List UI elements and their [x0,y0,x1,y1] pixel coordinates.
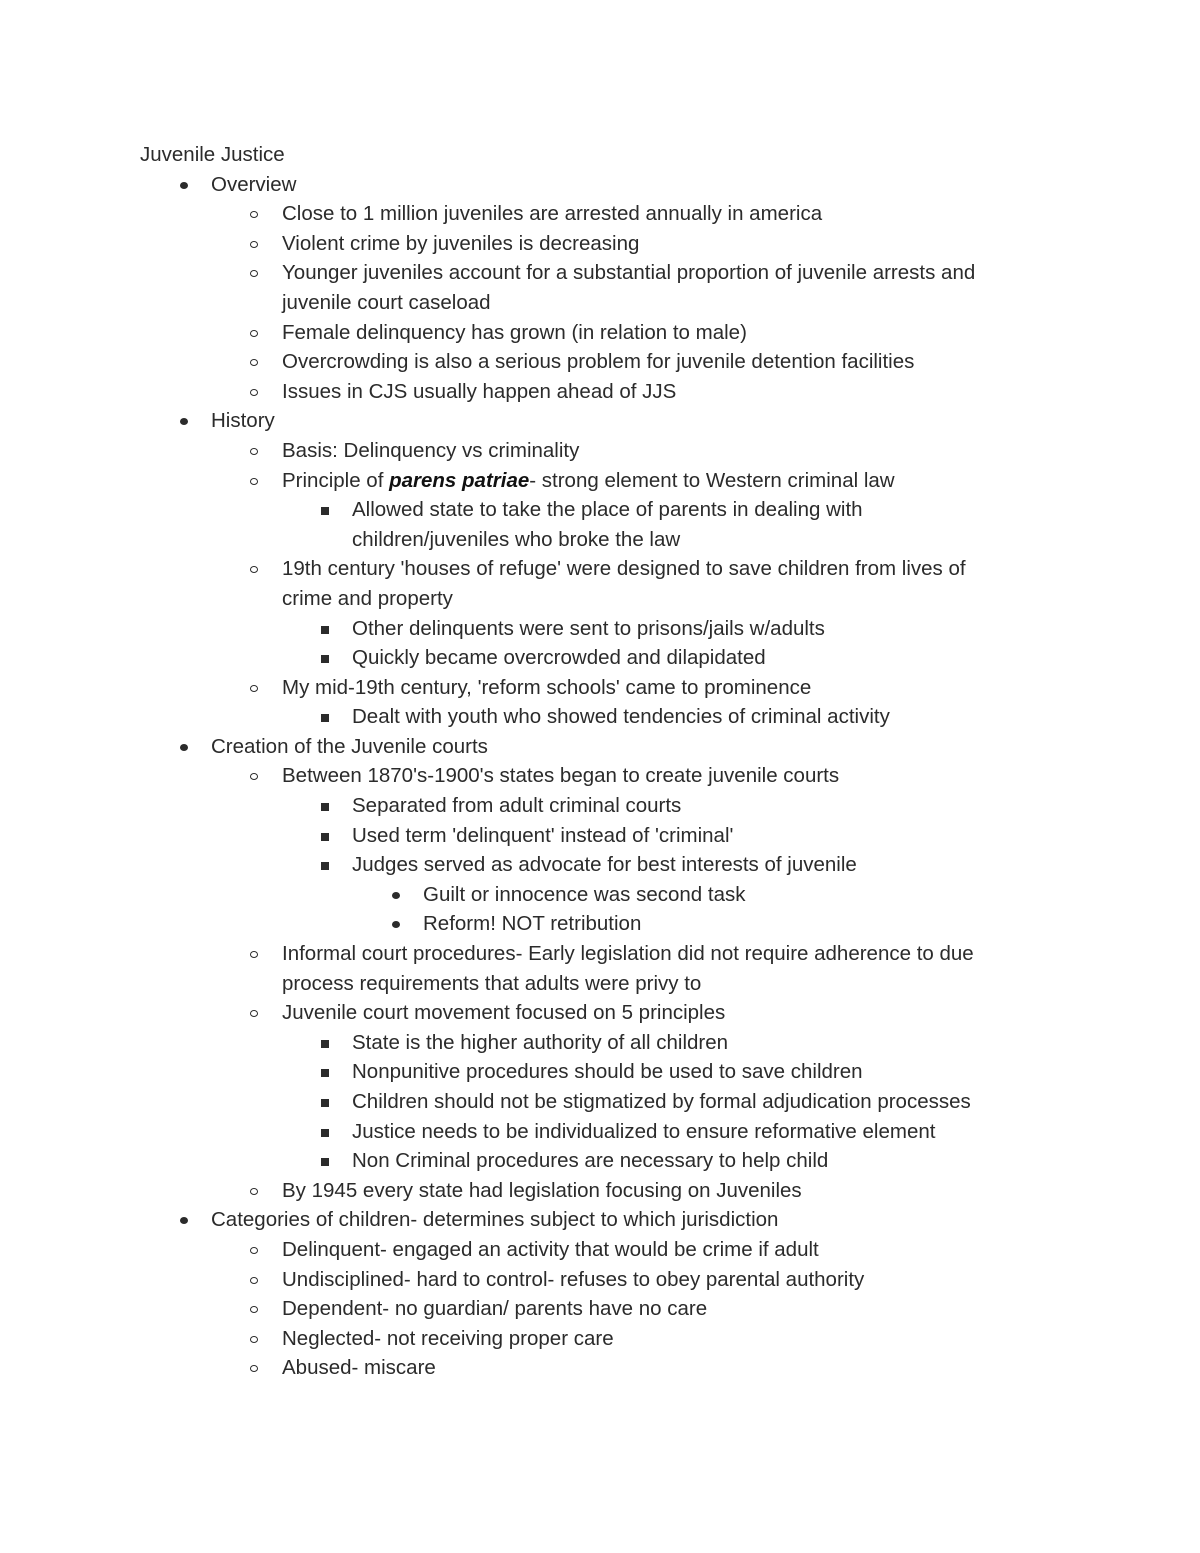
list-item [140,909,1040,939]
square-bullet-icon [317,643,337,673]
document-title: Juvenile Justice [140,143,285,166]
list-item-text: Juvenile court movement focused on 5 principles [282,1001,726,1025]
list-item-text: Violent crime by juveniles is decreasing [282,231,640,255]
list-item-text: Reform! NOT retribution [423,912,642,936]
list-item-text: Overview [211,172,297,196]
disc-bullet-icon [388,880,408,910]
list-item [140,880,1040,910]
circle-bullet-icon [246,1353,266,1383]
disc-bullet-icon [388,909,408,939]
list-item [140,998,1040,1028]
list-item-text: Informal court procedures- Early legislation did not require adherence to due [282,942,974,966]
disc-bullet-icon [176,1205,196,1235]
list-item-text: Dependent- no guardian/ parents have no care [282,1297,708,1321]
list-item-text: My mid-19th century, 'reform schools' came to prominence [282,675,812,699]
square-bullet-icon [317,1057,337,1087]
list-item [140,1028,1040,1058]
list-item-text: Children should not be stigmatized by formal adjudication processes [352,1090,971,1113]
list-item-text: Quickly became overcrowded and dilapidated [352,646,766,670]
list-item-text: Undisciplined- hard to control- refuses to obey parental authority [282,1267,865,1291]
list-item-text: Close to 1 million juveniles are arrested annually in america [282,202,823,226]
list-item [140,732,1040,762]
list-item [140,1117,1040,1147]
list-item-text: Dealt with youth who showed tendencies of criminal activity [352,705,890,729]
square-bullet-icon [317,1087,337,1117]
circle-bullet-icon [246,1265,266,1295]
list-item [140,761,1040,791]
list-item-text: Issues in CJS usually happen ahead of JJS [282,379,677,403]
square-bullet-icon [317,1028,337,1058]
list-item-text: crime and property [282,586,453,610]
square-bullet-icon [317,1146,337,1176]
circle-bullet-icon [246,554,266,584]
list-item-text: State is the higher authority of all children [352,1030,729,1054]
circle-bullet-icon [246,377,266,407]
circle-bullet-icon [246,347,266,377]
list-item-text: Basis: Delinquency vs criminality [282,438,580,462]
list-item [140,495,1040,525]
list-item-text: Female delinquency has grown (in relation to male) [282,320,747,344]
disc-bullet-icon [176,406,196,436]
list-item [140,318,1040,348]
circle-bullet-icon [246,466,266,496]
list-item [140,1087,1040,1117]
list-item [140,643,1040,673]
list-item [140,406,1040,436]
square-bullet-icon [317,702,337,732]
list-item-text: Creation of the Juvenile courts [211,734,488,758]
list-item [140,554,1040,584]
list-item-text: Allowed state to take the place of parents in dealing with [352,498,863,522]
list-item [140,377,1040,407]
list-item-text: Principle of [282,468,390,492]
list-item [140,1205,1040,1235]
circle-bullet-icon [246,998,266,1028]
list-item-text: Judges served as advocate for best interests of juvenile [352,853,857,877]
list-item [140,614,1040,644]
list-item-text: Justice needs to be individualized to ensure reformative element [352,1119,936,1143]
list-item [140,1057,1040,1087]
square-bullet-icon [317,614,337,644]
list-item [140,199,1040,229]
disc-bullet-icon [176,170,196,200]
list-item [140,1176,1040,1206]
square-bullet-icon [317,850,337,880]
list-item-text: Used term 'delinquent' instead of 'criminal' [352,823,734,847]
circle-bullet-icon [246,199,266,229]
list-item [140,791,1040,821]
list-item-text: process requirements that adults were privy to [282,971,702,995]
list-item [140,1146,1040,1176]
emphasized-term: parens patriae [389,468,530,492]
list-item-text: 19th century 'houses of refuge' were designed to save children from lives of [282,557,966,581]
list-item [140,170,1040,200]
list-item-text: juvenile court caseload [282,290,491,314]
list-item [140,969,1040,999]
list-item-text: By 1945 every state had legislation focusing on Juveniles [282,1178,802,1202]
disc-bullet-icon [176,732,196,762]
list-item [140,702,1040,732]
list-item [140,347,1040,377]
list-item-text: Neglected- not receiving proper care [282,1326,614,1350]
circle-bullet-icon [246,939,266,969]
list-item [140,436,1040,466]
list-item [140,673,1040,703]
list-item-text: Categories of children- determines subject to which jurisdiction [211,1208,779,1232]
list-item-text: Overcrowding is also a serious problem for juvenile detention facilities [282,350,915,374]
list-item [140,1265,1040,1295]
list-item-text: Guilt or innocence was second task [423,882,746,906]
list-item-text: Non Criminal procedures are necessary to help child [352,1149,829,1173]
list-item [140,258,1040,288]
list-item-text: History [211,409,275,433]
list-item-text: Nonpunitive procedures should be used to save children [352,1060,863,1084]
list-item [140,821,1040,851]
circle-bullet-icon [246,1235,266,1265]
circle-bullet-icon [246,229,266,259]
list-item [140,939,1040,969]
circle-bullet-icon [246,673,266,703]
list-item [140,584,1040,614]
list-item-text: Between 1870's-1900's states began to create juvenile courts [282,764,840,788]
square-bullet-icon [317,1117,337,1147]
list-item [140,466,1040,496]
list-item [140,1353,1040,1383]
square-bullet-icon [317,791,337,821]
list-item-text: Younger juveniles account for a substantial proportion of juvenile arrests and [282,261,976,285]
list-item-text: Abused- miscare [282,1356,436,1380]
list-item-text: Delinquent- engaged an activity that would be crime if adult [282,1237,819,1261]
list-item [140,288,1040,318]
outline-list [140,170,1040,1383]
list-item [140,850,1040,880]
square-bullet-icon [317,821,337,851]
circle-bullet-icon [246,318,266,348]
list-item-text: children/juveniles who broke the law [352,527,681,551]
square-bullet-icon [317,495,337,525]
list-item [140,525,1040,555]
list-item [140,1294,1040,1324]
circle-bullet-icon [246,1294,266,1324]
list-item-text: - strong element to Western criminal law [529,468,895,492]
list-item [140,1235,1040,1265]
circle-bullet-icon [246,436,266,466]
circle-bullet-icon [246,258,266,288]
circle-bullet-icon [246,1176,266,1206]
list-item-text: Separated from adult criminal courts [352,794,682,818]
circle-bullet-icon [246,761,266,791]
list-item [140,1324,1040,1354]
circle-bullet-icon [246,1324,266,1354]
list-item [140,229,1040,259]
list-item-text: Other delinquents were sent to prisons/jails w/adults [352,616,825,640]
